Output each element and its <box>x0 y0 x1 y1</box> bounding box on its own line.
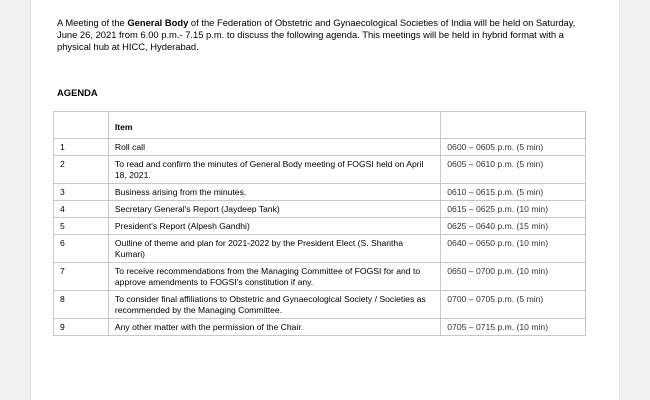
row-time: 0650 – 0700 p.m. (10 min) <box>441 263 586 291</box>
row-time: 0615 – 0625 p.m. (10 min) <box>441 201 586 218</box>
row-time: 0600 – 0605 p.m. (5 min) <box>441 139 586 156</box>
row-item: Business arising from the minutes. <box>108 184 440 201</box>
row-time: 0625 – 0640 p.m. (15 min) <box>441 218 586 235</box>
row-number: 7 <box>54 263 109 291</box>
row-number: 3 <box>54 184 109 201</box>
header-item-cell: Item <box>108 112 440 139</box>
table-row <box>54 201 586 218</box>
row-item: Secretary General's Report (Jaydeep Tank) <box>108 201 440 218</box>
intro-text-start: A Meeting of the <box>57 17 128 28</box>
table-row <box>54 184 586 201</box>
row-item: Any other matter with the permission of the Chair. <box>108 319 440 336</box>
row-number: 8 <box>54 291 109 319</box>
header-time-cell <box>441 112 586 139</box>
table-row <box>54 319 586 336</box>
agenda-table <box>53 111 586 336</box>
row-number: 1 <box>54 139 109 156</box>
table-row <box>54 139 586 156</box>
row-item: President's Report (Alpesh Gandhi) <box>108 218 440 235</box>
row-item: Outline of theme and plan for 2021-2022 by the President Elect (S. Shantha Kumari) <box>108 235 440 263</box>
row-number: 9 <box>54 319 109 336</box>
row-item: To consider final affiliations to Obstetric and Gynaecological Society / Societies as recommended by the Managing Committee. <box>108 291 440 319</box>
row-time: 0610 – 0615 p.m. (5 min) <box>441 184 586 201</box>
table-row <box>54 291 586 319</box>
row-number: 2 <box>54 156 109 184</box>
table-row <box>54 263 586 291</box>
row-time: 0605 – 0610 p.m. (5 min) <box>441 156 586 184</box>
intro-bold-general-body: General Body <box>127 17 189 28</box>
row-item: To read and confirm the minutes of General Body meeting of FOGSI held on April 18, 2021. <box>108 156 440 184</box>
table-row <box>54 156 586 184</box>
row-time: 0700 – 0705 p.m. (5 min) <box>441 291 586 319</box>
document-page <box>30 0 620 400</box>
row-number: 4 <box>54 201 109 218</box>
row-item: Roll call <box>108 139 440 156</box>
table-row <box>54 218 586 235</box>
agenda-header-row <box>54 112 586 139</box>
row-number: 5 <box>54 218 109 235</box>
row-item: To receive recommendations from the Managing Committee of FOGSI for and to approve amendments to FOGSI's constitution if any. <box>108 263 440 291</box>
agenda-heading: AGENDA <box>57 87 98 98</box>
row-time: 0640 – 0650 p.m. (10 min) <box>441 235 586 263</box>
intro-text-rest: of the Federation of Obstetric and Gynaecological Societies of India will be held on Saturday, June 26, 2021 from 6.00 p.m.- 7.15 p.m. to discuss the following agenda. This meetings will be held in hybrid format with a physical hub at HICC, Hyderabad. <box>57 17 576 52</box>
intro-paragraph <box>57 17 597 53</box>
row-time: 0705 – 0715 p.m. (10 min) <box>441 319 586 336</box>
table-row <box>54 235 586 263</box>
row-number: 6 <box>54 235 109 263</box>
header-num-cell <box>54 112 109 139</box>
